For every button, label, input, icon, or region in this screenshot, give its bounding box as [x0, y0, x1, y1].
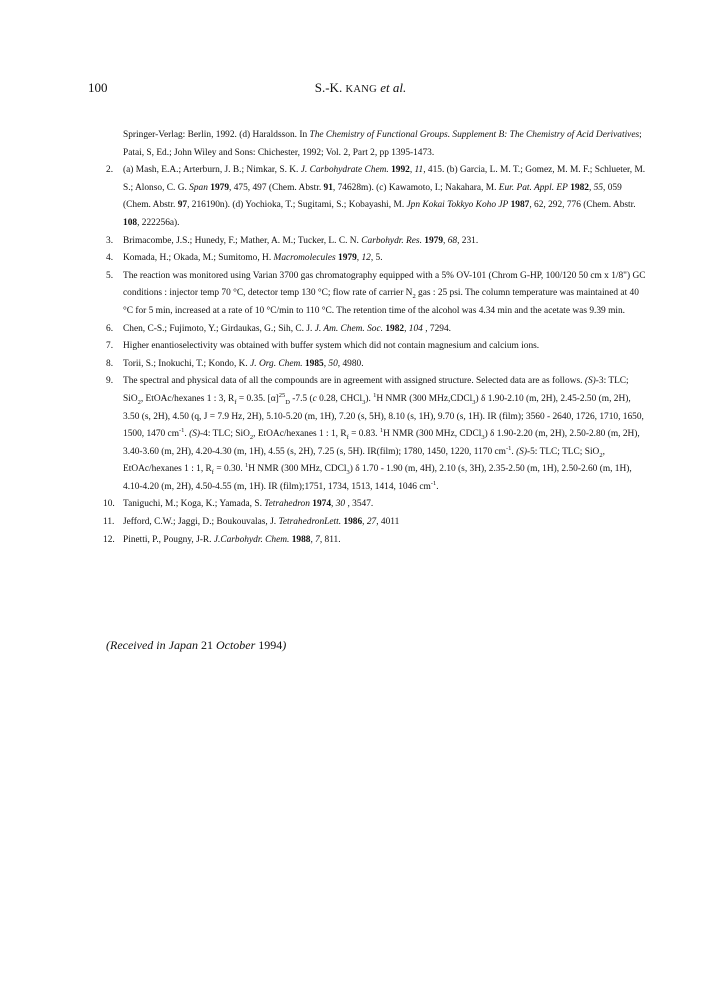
reference-text: 1974	[312, 499, 332, 510]
reference-text: J.Carbohydr. Chem.	[213, 534, 290, 545]
reference-text: Higher enantioselectivity was obtained with buffer system which did not contain magnesium and calcium ions.	[123, 341, 540, 352]
reference-text: 3	[362, 398, 366, 406]
reference-text: .	[184, 429, 190, 440]
reference-text: = 0.83.	[348, 429, 380, 440]
received-open: (	[106, 638, 110, 652]
reference-number: 9.	[106, 376, 114, 387]
reference-text: -1	[430, 479, 437, 487]
reference-item	[106, 321, 646, 339]
reference-text: , 415. (b) Garcia, L. M. T.; Gomez, M. M. F.; Schlueter, M. S.; Alonso, C. G.	[123, 165, 646, 193]
reference-text: 1979	[338, 253, 357, 264]
reference-text: f	[211, 469, 214, 477]
reference-text: ; Patai, S, Ed.; John Wiley and Sons: Chichester, 1992; Vol. 2, Part 2, pp 1395-1473.	[123, 130, 642, 158]
reference-text: ).	[365, 393, 374, 404]
reference-text: 12	[361, 253, 371, 264]
reference-number: 3.	[106, 235, 114, 246]
reference-text: 2	[599, 451, 603, 459]
reference-text: ,	[356, 253, 362, 264]
reference-item	[106, 162, 646, 232]
reference-item	[103, 532, 646, 550]
reference-text: Torii, S.; Inokuchi, T.; Kondo, K.	[123, 358, 251, 369]
reference-text: ,	[362, 517, 367, 528]
reference-number: 7.	[106, 341, 114, 352]
reference-text: ,	[443, 235, 448, 246]
reference-item	[103, 496, 646, 514]
reference-text: , EtOAc/hexanes 1 : 1, R	[123, 446, 605, 475]
reference-number: 12.	[103, 534, 115, 545]
reference-text: 1985	[304, 358, 324, 369]
reference-text: 1986	[343, 517, 363, 528]
reference-text: ) δ 1.90-2.20 (m, 2H), 2.50-2.80 (m, 2H), 3.40-3.60 (m, 2H), 4.20-4.30 (m, 1H), 4.55 (s, 2H), 7.25 (s, 5H). IR(film); 1780, 1450, 1220, 1170 cm	[123, 429, 640, 457]
reference-text: 27	[366, 517, 377, 528]
reference-text: 1979	[424, 235, 444, 246]
running-head-suffix: et al.	[380, 80, 407, 95]
reference-text: ,	[588, 182, 594, 193]
reference-text: 1987	[510, 200, 530, 211]
reference-item	[106, 250, 646, 268]
reference-text: , EtOAc/hexanes 1 : 3, R	[140, 393, 235, 404]
reference-text: 1982	[385, 323, 405, 334]
reference-text: f	[234, 398, 237, 406]
reference-text: -5: TLC; TLC; SiO	[527, 446, 600, 457]
reference-text: J. Carbohydrate Chem.	[300, 165, 389, 176]
reference-number: 4.	[106, 253, 114, 264]
reference-text: 50	[328, 358, 338, 369]
reference-item	[106, 356, 646, 374]
reference-text: , 62, 292, 776 (Chem. Abstr.	[529, 200, 636, 211]
reference-text: 1988	[291, 534, 311, 545]
reference-text: Komada, H.; Okada, M.; Sumitomo, H.	[123, 253, 274, 264]
reference-text: 11	[414, 165, 424, 176]
reference-item	[106, 127, 646, 162]
reference-text: 1	[373, 391, 377, 399]
reference-text: (S)	[584, 376, 596, 387]
reference-item	[106, 373, 646, 496]
reference-text: ,	[409, 165, 415, 176]
reference-text: 104	[408, 323, 423, 334]
reference-text: 2	[137, 398, 141, 406]
reference-number: 5.	[106, 270, 114, 281]
reference-item	[103, 514, 646, 532]
reference-text: 55	[593, 182, 604, 193]
reference-text: -7.5 (	[289, 393, 313, 404]
reference-text: TetrahedronLett.	[278, 517, 342, 528]
running-head-prefix: S.-K.	[314, 80, 346, 95]
reference-text: Taniguchi, M.; Koga, K.; Yamada, S.	[123, 499, 265, 510]
reference-text: Brimacombe, J.S.; Hunedy, F.; Mather, A. M.; Tucker, L. C. N.	[123, 235, 362, 246]
reference-number: 10.	[103, 499, 115, 510]
reference-text: 1992	[391, 165, 410, 176]
reference-text: J. Am. Chem. Soc.	[314, 323, 383, 334]
reference-text: 2	[412, 293, 416, 301]
reference-text: 1	[379, 426, 384, 434]
reference-text: Macromolecules	[273, 253, 336, 264]
reference-item	[106, 338, 646, 356]
reference-text: 68	[447, 235, 458, 246]
reference-text: The Chemistry of Functional Groups. Supplement B: The Chemistry of Acid Derivatives	[309, 130, 640, 140]
reference-number: 2.	[106, 165, 114, 176]
reference-text: ,	[404, 323, 409, 334]
reference-text: -4: TLC; SiO	[200, 429, 250, 440]
received-note	[106, 638, 286, 653]
received-month: October	[215, 638, 256, 652]
reference-text: 3	[472, 398, 476, 406]
page-number: 100	[88, 80, 108, 95]
reference-text: 3	[346, 469, 350, 477]
reference-item	[106, 233, 646, 251]
reference-text: 97	[177, 200, 188, 211]
reference-text: H NMR (300 MHz,CDCl	[376, 393, 473, 404]
page-header	[88, 80, 633, 100]
reference-text: f	[346, 433, 349, 441]
reference-text: Carbohydr. Res.	[361, 235, 422, 246]
reference-text: 30	[335, 499, 346, 510]
reference-text: , 811.	[319, 534, 341, 545]
reference-text: 2	[249, 433, 254, 441]
reference-text: , 7294.	[422, 323, 451, 334]
received-close: )	[282, 638, 287, 652]
reference-text: 3	[481, 433, 485, 441]
reference-text: The spectral and physical data of all the compounds are in agreement with assigned structure. Selected data are as follows.	[123, 376, 585, 387]
reference-text: D	[285, 398, 290, 406]
reference-text: , 231.	[457, 235, 479, 246]
reference-text: , 74628m). (c) Kawamoto, I.; Nakahara, M.	[332, 182, 499, 193]
reference-number: 8.	[106, 358, 114, 369]
reference-text: .	[511, 446, 517, 457]
reference-text: , 216190n). (d) Yochioka, T.; Sugitami, S.; Kobayashi, M.	[187, 200, 407, 211]
reference-number: 6.	[106, 323, 114, 334]
reference-text: Eur. Pat. Appl. EP	[498, 182, 568, 193]
reference-text: H NMR (300 MHz, CDCl	[383, 429, 482, 440]
reference-text: -1	[505, 444, 512, 452]
reference-text: Pinetti, P., Pougny, J-R.	[123, 534, 214, 545]
reference-text: -3: TLC; SiO	[123, 376, 629, 404]
reference-text: ,	[310, 534, 316, 545]
reference-text: 108	[123, 217, 138, 228]
reference-text: 1979	[210, 182, 230, 193]
reference-number: 11.	[103, 517, 115, 528]
reference-text: , 475, 497 (Chem. Abstr.	[229, 182, 324, 193]
reference-text: , 4980.	[337, 358, 364, 369]
reference-text: H NMR (300 MHz, CDCl	[248, 464, 347, 475]
received-year: 1994	[258, 638, 283, 652]
reference-text: (S)	[516, 446, 527, 457]
running-head	[88, 80, 633, 96]
reference-text: 1	[245, 462, 249, 470]
reference-text: gas : 25 psi. The column temperature was maintained at 40 °C for 5 min, increased at a rate of 10 °C/min to 110 °C. The retention time of the alcohol was 4.34 min and the acetate was 9.39 min.	[123, 288, 639, 316]
received-day: 21	[200, 638, 213, 652]
reference-text: 91	[323, 182, 333, 193]
reference-text: (S)	[189, 429, 201, 440]
reference-text: , EtOAc/hexanes 1 : 1, R	[253, 429, 347, 440]
reference-text: ) δ 1.90-2.10 (m, 2H), 2.45-2.50 (m, 2H), 3.50 (s, 2H), 4.50 (q, J = 7.9 Hz, 2H), 5.10-5.20 (m, 1H), 7.20 (s, 5H), 8.10 (s, 1H), 9.70 (s, 1H). IR (film); 3560 - 2640, 1726, 1710, 1650, 1500, 1470 cm	[123, 393, 644, 440]
reference-text: , 059 (Chem. Abstr.	[123, 182, 622, 211]
reference-text: The reaction was monitored using Varian 3700 gas chromatography equipped with a 5% OV-101 (Chrom G-HP, 100/120 50 cm x 1/8") GC conditions : injector temp 70 °C, detector temp 130 °C; flow rate of carrier N	[123, 270, 646, 299]
reference-text: Jefford, C.W.; Jaggi, D.; Boukouvalas, J.	[123, 517, 279, 528]
reference-text: ) δ 1.70 - 1.90 (m, 4H), 2.10 (s, 3H), 2.35-2.50 (m, 1H), 2.50-2.60 (m, 1H), 4.10-4.20 (m, 2H), 4.50-4.55 (m, 1H). IR (film);1751, 1734, 1513, 1414, 1046 cm	[123, 464, 632, 492]
reference-text: ,	[331, 499, 336, 510]
reference-text: ,	[323, 358, 329, 369]
reference-text: .	[436, 481, 439, 492]
reference-text: , 5.	[370, 253, 383, 264]
reference-text: = 0.35. [α]	[236, 393, 279, 404]
reference-text: Span	[189, 182, 208, 193]
reference-text: 0.28, CHCl	[316, 393, 363, 404]
reference-text: , 4011	[376, 517, 400, 528]
received-in-label: Received in	[110, 638, 166, 652]
reference-text: Chen, C-S.; Fujimoto, Y.; Girdaukas, G.; Sih, C. J.	[123, 323, 315, 334]
reference-text: = 0.30.	[213, 464, 246, 475]
references-list	[103, 127, 646, 549]
reference-text: 25	[278, 391, 286, 399]
reference-text: 7	[315, 534, 320, 545]
reference-text: Springer-Verlag: Berlin, 1992. (d) Haraldsson. In	[123, 130, 310, 140]
reference-text: 1982	[570, 182, 589, 193]
received-country: Japan	[168, 638, 198, 652]
reference-text: (a) Mash, E.A.; Arterburn, J. B.; Nimkar, S. K.	[123, 165, 301, 176]
running-head-surname: KANG	[345, 84, 377, 95]
reference-item	[106, 268, 646, 321]
reference-text: , 222256a).	[137, 217, 180, 228]
reference-text: J. Org. Chem.	[250, 358, 303, 369]
reference-text: c	[312, 393, 317, 404]
reference-text: -1	[179, 426, 185, 434]
reference-text: Tetrahedron	[264, 499, 310, 510]
reference-text: , 3547.	[345, 499, 374, 510]
reference-text: Jpn Kokai Tokkyo Koho JP	[406, 200, 509, 211]
